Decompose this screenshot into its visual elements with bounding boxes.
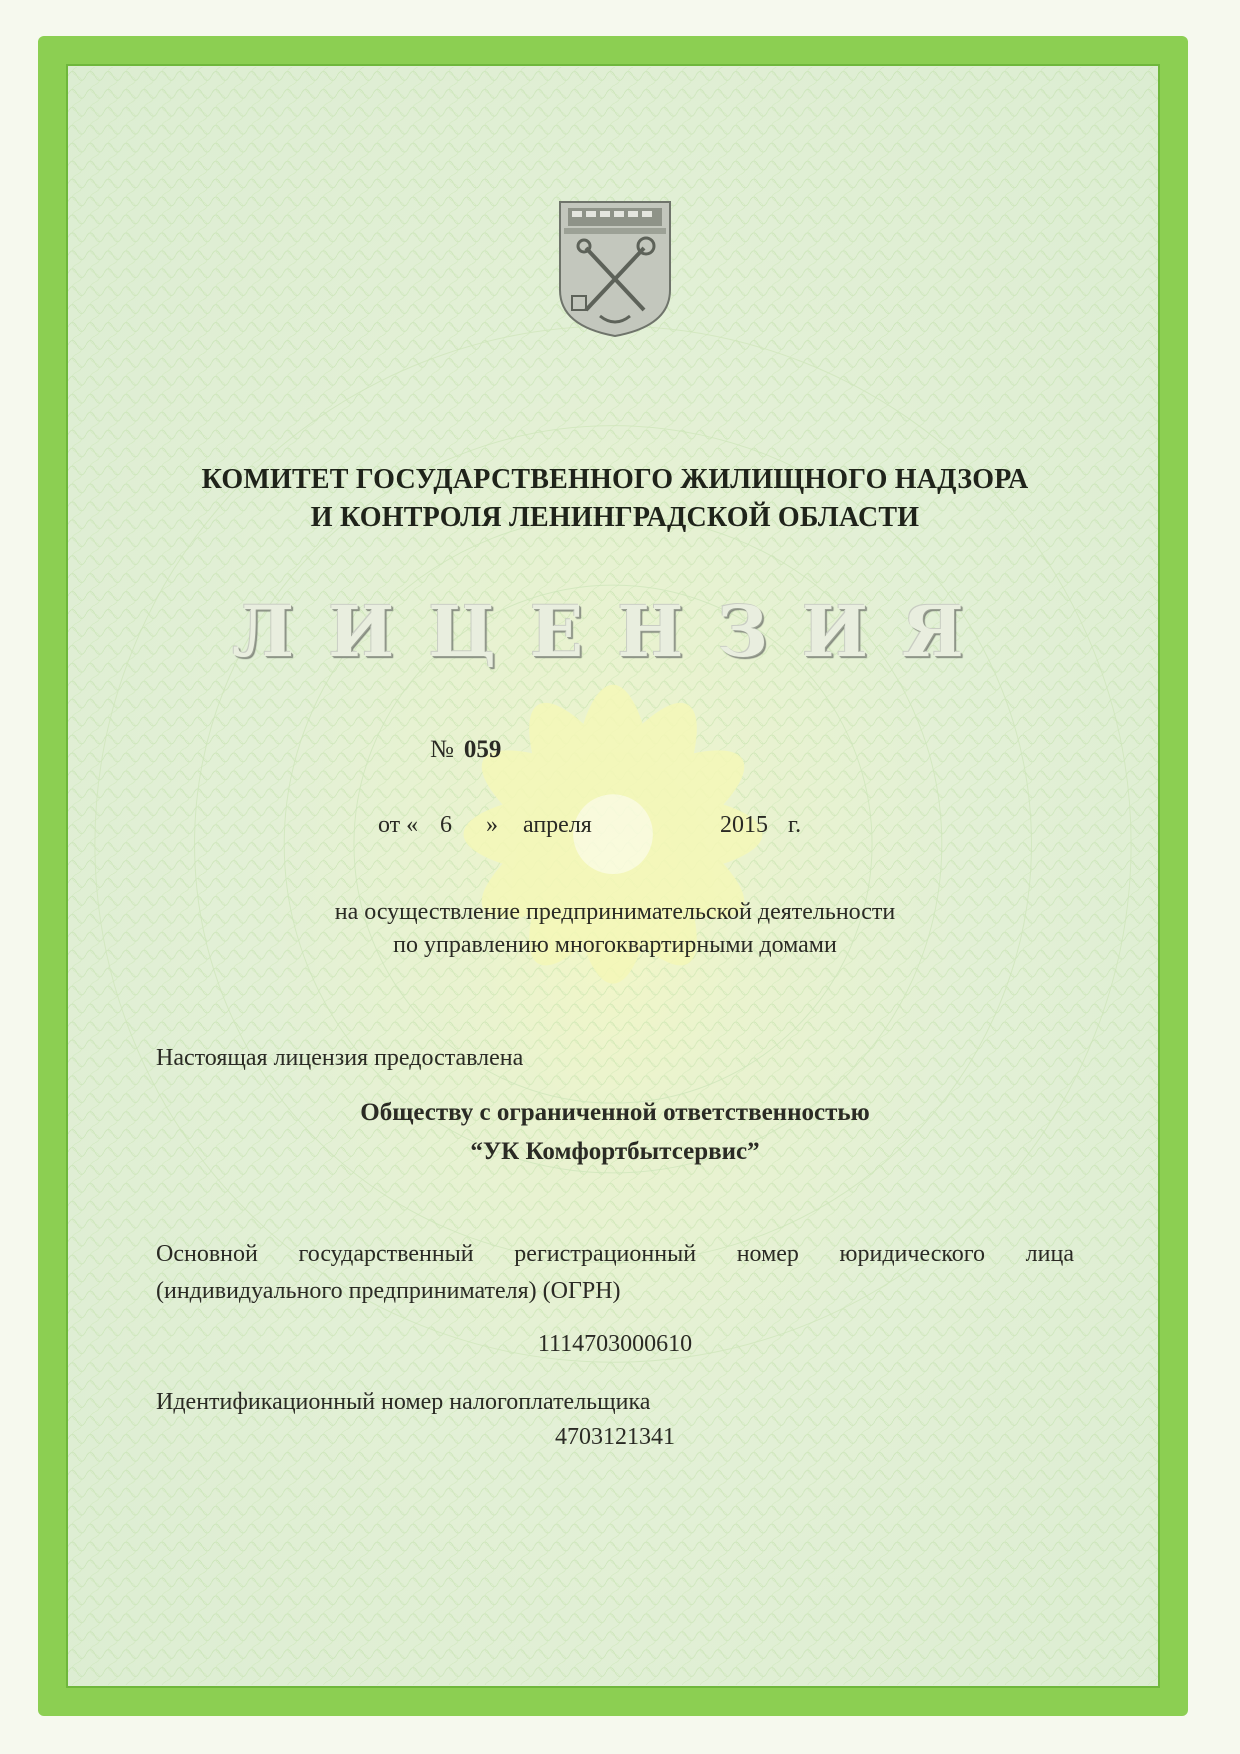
- date-year: 2015: [720, 812, 768, 838]
- issuer-line-2: И КОНТРОЛЯ ЛЕНИНГРАДСКОЙ ОБЛАСТИ: [310, 502, 920, 533]
- inn-label: Идентификационный номер налогоплательщика: [156, 1389, 651, 1415]
- grantee-intro: Настоящая лицензия предоставлена: [156, 1045, 524, 1071]
- certificate-body: [66, 64, 1160, 1688]
- date-month: апреля: [523, 812, 592, 838]
- purpose-line-2: по управлению многоквартирными домами: [393, 932, 837, 958]
- ogrn-label-line-2: (индивидуального предпринимателя) (ОГРН): [156, 1278, 621, 1304]
- ogrn-label-line-1: Основной государственный регистрационный номер юридического лица: [156, 1241, 1074, 1267]
- document-title: ЛИЦЕНЗИЯ: [232, 590, 998, 673]
- date-suffix: г.: [788, 812, 802, 838]
- date-day: 6: [440, 812, 452, 838]
- grantee-name-line-2: “УК Комфортбытсервис”: [470, 1138, 760, 1165]
- ogrn-value: 1114703000610: [537, 1331, 693, 1357]
- license-number: 059: [463, 736, 502, 763]
- coat-of-arms-icon: [556, 198, 674, 338]
- license-date-row: [68, 812, 1160, 852]
- number-sign: №: [430, 736, 454, 763]
- grantee-name-line-1: Обществу с ограниченной ответственностью: [360, 1099, 870, 1126]
- date-close-quote: »: [486, 812, 498, 838]
- decorative-border: [38, 36, 1188, 1716]
- license-number-row: [430, 736, 501, 764]
- date-prefix: от «: [378, 812, 419, 838]
- purpose-line-1: на осуществление предпринимательской деятельности: [334, 899, 896, 925]
- inn-value: 4703121341: [555, 1424, 675, 1450]
- issuer-line-1: КОМИТЕТ ГОСУДАРСТВЕННОГО ЖИЛИЩНОГО НАДЗОРА: [201, 464, 1029, 495]
